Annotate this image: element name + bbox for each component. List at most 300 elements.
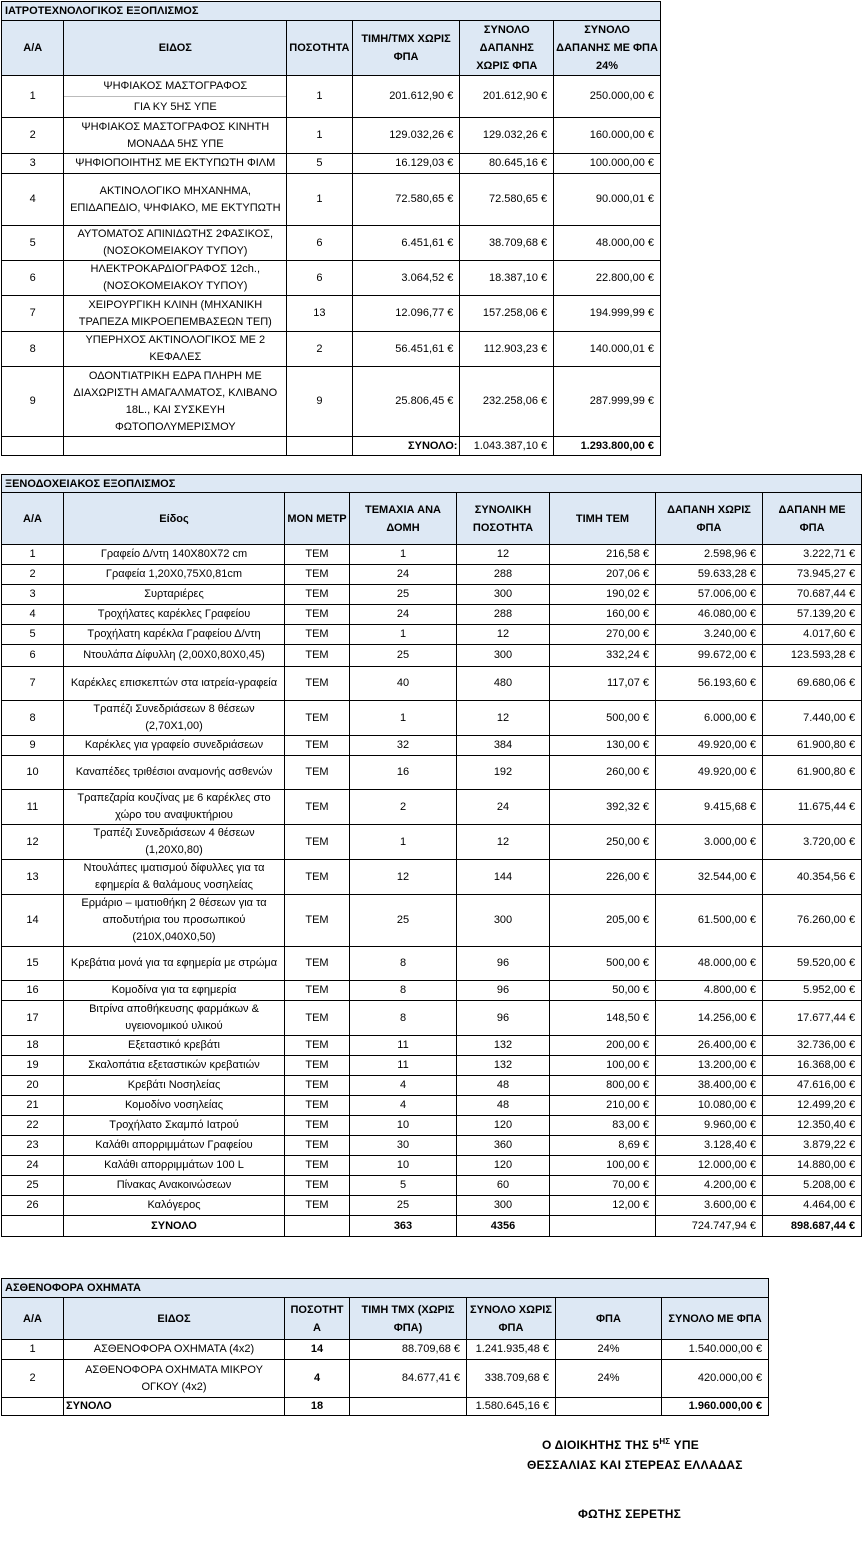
cell-per: 16 [350, 756, 457, 790]
cell-per: 8 [350, 981, 457, 1001]
cell-total: 12 [457, 625, 550, 645]
cell-aa: 7 [2, 296, 64, 332]
cell-item: Τραπέζι Συνεδριάσεων 4 θέσεων (1,20Χ0,80) [64, 825, 285, 860]
cell-aa: 4 [2, 174, 64, 226]
cell-unit: ΤΕΜ [285, 981, 350, 1001]
cell-price: 84.677,41 € [350, 1360, 467, 1398]
cell-aa: 15 [2, 947, 64, 981]
table-row [2, 261, 661, 296]
cell-per: 25 [350, 1196, 457, 1216]
cell-per: 8 [350, 1001, 457, 1036]
cell-price: 100,00 € [550, 1056, 656, 1076]
table-row [2, 1196, 862, 1216]
cell-price: 12,00 € [550, 1196, 656, 1216]
cell-aa: 2 [2, 565, 64, 585]
cell-gross: 61.900,80 € [763, 736, 862, 756]
cell-aa: 2 [2, 118, 64, 154]
header-vat: ΦΠΑ [556, 1298, 662, 1340]
cell-net: 9.960,00 € [656, 1116, 763, 1136]
cell-gross: 7.440,00 € [763, 701, 862, 736]
cell-gross: 4.464,00 € [763, 1196, 862, 1216]
header-price: ΤΙΜΗ ΤΕΜ [550, 493, 656, 545]
cell-price: 148,50 € [550, 1001, 656, 1036]
cell-price: 25.806,45 € [352, 367, 460, 437]
cell-aa: 16 [2, 981, 64, 1001]
cell-price: 160,00 € [550, 605, 656, 625]
cell-price: 83,00 € [550, 1116, 656, 1136]
table-row [2, 1360, 769, 1398]
cell-item: Τροχήλατη καρέκλα Γραφείου Δ/ντη [64, 625, 285, 645]
cell-aa: 4 [2, 605, 64, 625]
cell-total: 384 [457, 736, 550, 756]
cell-aa: 12 [2, 825, 64, 860]
cell-qty: 14 [285, 1340, 350, 1360]
cell-total: 132 [457, 1036, 550, 1056]
table-row [2, 790, 862, 825]
cell-unit: ΤΕΜ [285, 1036, 350, 1056]
table-row [2, 545, 862, 565]
header-item: ΕΙΔΟΣ [64, 21, 287, 76]
cell-vat: 24% [556, 1360, 662, 1398]
table-row [2, 174, 661, 226]
cell-total: 480 [457, 667, 550, 701]
table-row [2, 1001, 862, 1036]
cell-item: ΑΣΘΕΝΟΦΟΡΑ ΟΧΗΜΑΤΑ (4x2) [64, 1340, 285, 1360]
cell-price: 88.709,68 € [350, 1340, 467, 1360]
cell-qty: 6 [287, 261, 352, 296]
cell-aa: 3 [2, 154, 64, 174]
cell-price: 16.129,03 € [352, 154, 460, 174]
cell-total: 12 [457, 825, 550, 860]
cell-price: 72.580,65 € [352, 174, 460, 226]
table-row [2, 585, 862, 605]
cell-unit: ΤΕΜ [285, 1076, 350, 1096]
cell-total: 12 [457, 545, 550, 565]
cell-unit: ΤΕΜ [285, 1156, 350, 1176]
cell-price: 200,00 € [550, 1036, 656, 1056]
cell-net: 61.500,00 € [656, 895, 763, 947]
table-row [2, 625, 862, 645]
cell-price: 332,24 € [550, 645, 656, 667]
cell-price: 129.032,26 € [352, 118, 460, 154]
total-row [2, 1216, 862, 1237]
cell-aa: 1 [2, 1340, 64, 1360]
cell-price: 392,32 € [550, 790, 656, 825]
cell-qty: 9 [287, 367, 352, 437]
table-row [2, 332, 661, 367]
cell-item: ΑΣΘΕΝΟΦΟΡΑ ΟΧΗΜΑΤΑ ΜΙΚΡΟΥ ΟΓΚΟΥ (4x2) [64, 1360, 285, 1398]
cell-gross: 61.900,80 € [763, 756, 862, 790]
cell-net: 49.920,00 € [656, 736, 763, 756]
cell-qty: 13 [287, 296, 352, 332]
cell-aa: 1 [2, 545, 64, 565]
cell-unit: ΤΕΜ [285, 645, 350, 667]
cell-total: 360 [457, 1136, 550, 1156]
header-aa: Α/Α [2, 21, 64, 76]
total-gross: 898.687,44 € [763, 1216, 862, 1237]
cell-price: 12.096,77 € [352, 296, 460, 332]
table-row [2, 1116, 862, 1136]
cell-aa: 17 [2, 1001, 64, 1036]
cell-aa: 20 [2, 1076, 64, 1096]
cell-aa: 3 [2, 585, 64, 605]
cell-total: 300 [457, 585, 550, 605]
table-row [2, 736, 862, 756]
header-gross: ΔΑΠΑΝΗ ΜΕ ΦΠΑ [763, 493, 862, 545]
cell-per: 1 [350, 545, 457, 565]
cell-total: 192 [457, 756, 550, 790]
cell-net: 3.000,00 € [656, 825, 763, 860]
cell-unit: ΤΕΜ [285, 1001, 350, 1036]
table-row [2, 1176, 862, 1196]
cell-aa: 23 [2, 1136, 64, 1156]
cell-unit: ΤΕΜ [285, 667, 350, 701]
total-qty: 4356 [457, 1216, 550, 1237]
cell-item: Πίνακας Ανακοινώσεων [64, 1176, 285, 1196]
cell-per: 5 [350, 1176, 457, 1196]
cell-per: 8 [350, 947, 457, 981]
cell-item: Κρεβάτια μονά για τα εφημερία με στρώμα [64, 947, 285, 981]
cell-price: 8,69 € [550, 1136, 656, 1156]
cell-item: ΧΕΙΡΟΥΡΓΙΚΗ ΚΛΙΝΗ (ΜΗΧΑΝΙΚΗ ΤΡΑΠΕΖΑ ΜΙΚΡΟΕΠΕΜΒΑΣΕΩΝ ΤΕΠ) [64, 296, 287, 332]
cell-price: 207,06 € [550, 565, 656, 585]
cell-gross: 160.000,00 € [554, 118, 661, 154]
cell-total: 300 [457, 1196, 550, 1216]
cell-total: 48 [457, 1076, 550, 1096]
cell-per: 4 [350, 1096, 457, 1116]
cell-item: Καρέκλες επισκεπτών στα ιατρεία-γραφεία [64, 667, 285, 701]
cell-item: ΑΥΤΟΜΑΤΟΣ ΑΠΙΝΙΔΩΤΗΣ 2ΦΑΣΙΚΟΣ, (ΝΟΣΟΚΟΜΕΙΑΚΟΥ ΤΥΠΟΥ) [64, 226, 287, 261]
cell-gross: 4.017,60 € [763, 625, 862, 645]
cell-unit: ΤΕΜ [285, 1116, 350, 1136]
cell-item: Τραπεζαρία κουζίνας με 6 καρέκλες στο χώρο του αναψυκτήριου [64, 790, 285, 825]
table-row [2, 226, 661, 261]
table-row [2, 701, 862, 736]
cell-aa: 5 [2, 226, 64, 261]
cell-aa: 2 [2, 1360, 64, 1398]
cell-total: 48 [457, 1096, 550, 1116]
cell-gross: 47.616,00 € [763, 1076, 862, 1096]
cell-item: Ντουλάπα Δίφυλλη (2,00Χ0,80Χ0,45) [64, 645, 285, 667]
table-row [2, 605, 862, 625]
table-row [2, 1036, 862, 1056]
total-label: ΣΥΝΟΛΟ [64, 1216, 285, 1237]
cell-price: 50,00 € [550, 981, 656, 1001]
total-net: 724.747,94 € [656, 1216, 763, 1237]
cell-item: Ερμάριο – ιματιοθήκη 2 θέσεων για τα αποδυτήρια του προσωπικού (210Χ,040Χ0,50) [64, 895, 285, 947]
table-row [2, 1056, 862, 1076]
cell-net: 4.800,00 € [656, 981, 763, 1001]
cell-gross: 32.736,00 € [763, 1036, 862, 1056]
cell-qty: 6 [287, 226, 352, 261]
cell-item: ΑΚΤΙΝΟΛΟΓΙΚΟ ΜΗΧΑΝΗΜΑ, ΕΠΙΔΑΠΕΔΙΟ, ΨΗΦΙΑΚΟ, ΜΕ ΕΚΤΥΠΩΤΗ [64, 174, 287, 226]
cell-total: 60 [457, 1176, 550, 1196]
cell-unit: ΤΕΜ [285, 1196, 350, 1216]
cell-net: 99.672,00 € [656, 645, 763, 667]
table-row [2, 1136, 862, 1156]
total-net: 1.580.645,16 € [467, 1398, 556, 1416]
cell-item [64, 76, 287, 118]
cell-gross: 12.499,20 € [763, 1096, 862, 1116]
cell-net: 56.193,60 € [656, 667, 763, 701]
cell-gross: 73.945,27 € [763, 565, 862, 585]
cell-gross: 194.999,99 € [554, 296, 661, 332]
header-net: ΣΥΝΟΛΟ ΔΑΠΑΝΗΣ ΧΩΡΙΣ ΦΠΑ [460, 21, 554, 76]
cell-gross: 76.260,00 € [763, 895, 862, 947]
cell-net: 46.080,00 € [656, 605, 763, 625]
medical-equipment-table [1, 1, 661, 456]
cell-per: 11 [350, 1056, 457, 1076]
cell-net: 232.258,06 € [460, 367, 554, 437]
cell-gross: 17.677,44 € [763, 1001, 862, 1036]
cell-price: 226,00 € [550, 860, 656, 895]
cell-gross: 48.000,00 € [554, 226, 661, 261]
header-price: ΤΙΜΗ/ΤΜΧ ΧΩΡΙΣ ΦΠΑ [352, 21, 460, 76]
cell-price: 117,07 € [550, 667, 656, 701]
cell-per: 25 [350, 645, 457, 667]
cell-aa: 6 [2, 645, 64, 667]
cell-net: 2.598,96 € [656, 545, 763, 565]
cell-aa: 9 [2, 367, 64, 437]
total-net: 1.043.387,10 € [460, 437, 554, 456]
cell-item: Σκαλοπάτια εξεταστικών κρεβατιών [64, 1056, 285, 1076]
cell-aa: 7 [2, 667, 64, 701]
cell-gross: 59.520,00 € [763, 947, 862, 981]
section-title: ΙΑΤΡΟΤΕΧΝΟΛΟΓΙΚΟΣ ΕΞΟΠΛΙΣΜΟΣ [2, 2, 661, 21]
cell-net: 112.903,23 € [460, 332, 554, 367]
cell-unit: ΤΕΜ [285, 545, 350, 565]
cell-net: 1.241.935,48 € [467, 1340, 556, 1360]
cell-gross: 69.680,06 € [763, 667, 862, 701]
cell-total: 120 [457, 1116, 550, 1136]
cell-aa: 8 [2, 701, 64, 736]
table-row [2, 860, 862, 895]
ambulance-table [1, 1278, 769, 1416]
section-title: ΑΣΘΕΝΟΦΟΡΑ ΟΧΗΜΑΤΑ [2, 1279, 769, 1298]
cell-item: Εξεταστικό κρεβάτι [64, 1036, 285, 1056]
cell-total: 288 [457, 605, 550, 625]
cell-net: 14.256,00 € [656, 1001, 763, 1036]
table-row [2, 76, 661, 118]
cell-gross: 123.593,28 € [763, 645, 862, 667]
total-qty: 18 [285, 1398, 350, 1416]
header-qty: ΠΟΣΟΤΗΤ Α [285, 1298, 350, 1340]
cell-total: 96 [457, 981, 550, 1001]
cell-unit: ΤΕΜ [285, 625, 350, 645]
cell-qty: 2 [287, 332, 352, 367]
cell-per: 40 [350, 667, 457, 701]
cell-item: Καλάθι απορριμμάτων Γραφείου [64, 1136, 285, 1156]
cell-item: Καναπέδες τριθέσιοι αναμονής ασθενών [64, 756, 285, 790]
cell-unit: ΤΕΜ [285, 860, 350, 895]
signature-title: Ο ΔΙΟΙΚΗΤΗΣ ΤΗΣ $5^{H\Sigma}$ ΥΠΕ [542, 1437, 699, 1452]
cell-price: 216,58 € [550, 545, 656, 565]
signature-region: ΘΕΣΣΑΛΙΑΣ ΚΑΙ ΣΤΕΡΕΑΣ ΕΛΛΑΔΑΣ [527, 1458, 743, 1472]
cell-per: 10 [350, 1116, 457, 1136]
cell-net: 18.387,10 € [460, 261, 554, 296]
cell-unit: ΤΕΜ [285, 1096, 350, 1116]
table-row [2, 565, 862, 585]
cell-per: 30 [350, 1136, 457, 1156]
cell-qty: 5 [287, 154, 352, 174]
cell-item: Τροχήλατες καρέκλες Γραφείου [64, 605, 285, 625]
cell-aa: 26 [2, 1196, 64, 1216]
cell-gross: 287.999,99 € [554, 367, 661, 437]
cell-item: ΨΗΦΙΑΚΟΣ ΜΑΣΤΟΓΡΑΦΟΣ ΚΙΝΗΤΗ ΜΟΝΑΔΑ 5ΗΣ ΥΠΕ [64, 118, 287, 154]
header-item: Είδος [64, 493, 285, 545]
table-row [2, 667, 862, 701]
cell-aa: 5 [2, 625, 64, 645]
cell-item: Ντουλάπες ιματισμού δίφυλλες για τα εφημερία & θαλάμους νοσηλείας [64, 860, 285, 895]
cell-aa: 13 [2, 860, 64, 895]
cell-item: Βιτρίνα αποθήκευσης φαρμάκων & υγειονομικού υλικού [64, 1001, 285, 1036]
cell-net: 38.400,00 € [656, 1076, 763, 1096]
table-row [2, 1096, 862, 1116]
cell-net: 129.032,26 € [460, 118, 554, 154]
cell-net: 157.258,06 € [460, 296, 554, 332]
cell-per: 10 [350, 1156, 457, 1176]
cell-per: 25 [350, 895, 457, 947]
cell-aa: 8 [2, 332, 64, 367]
cell-item: Κομοδίνο νοσηλείας [64, 1096, 285, 1116]
cell-price: 56.451,61 € [352, 332, 460, 367]
cell-gross: 16.368,00 € [763, 1056, 862, 1076]
cell-gross: 1.540.000,00 € [662, 1340, 769, 1360]
cell-aa: 1 [2, 76, 64, 118]
cell-unit: ΤΕΜ [285, 825, 350, 860]
header-price: ΤΙΜΗ ΤΜΧ (ΧΩΡΙΣ ΦΠΑ) [350, 1298, 467, 1340]
total-label: ΣΥΝΟΛΟ: [352, 437, 460, 456]
cell-item: Κρεβάτι Νοσηλείας [64, 1076, 285, 1096]
cell-total: 24 [457, 790, 550, 825]
cell-vat: 24% [556, 1340, 662, 1360]
cell-gross: 90.000,01 € [554, 174, 661, 226]
cell-aa: 18 [2, 1036, 64, 1056]
cell-per: 1 [350, 701, 457, 736]
cell-aa: 22 [2, 1116, 64, 1136]
total-label: ΣΥΝΟΛΟ [64, 1398, 285, 1416]
cell-aa: 25 [2, 1176, 64, 1196]
header-qty: ΣΥΝΟΛΙΚΗ ΠΟΣΟΤΗΤΑ [457, 493, 550, 545]
cell-total: 144 [457, 860, 550, 895]
cell-item: ΨΗΦΙΟΠΟΙΗΤΗΣ ΜΕ ΕΚΤΥΠΩΤΗ ΦΙΛΜ [64, 154, 287, 174]
cell-item: Γραφεία 1,20Χ0,75Χ0,81cm [64, 565, 285, 585]
cell-price: 190,02 € [550, 585, 656, 605]
cell-per: 25 [350, 585, 457, 605]
cell-per: 1 [350, 825, 457, 860]
cell-net: 10.080,00 € [656, 1096, 763, 1116]
cell-unit: ΤΕΜ [285, 605, 350, 625]
cell-total: 12 [457, 701, 550, 736]
cell-unit: ΤΕΜ [285, 1176, 350, 1196]
cell-unit: ΤΕΜ [285, 895, 350, 947]
cell-gross: 57.139,20 € [763, 605, 862, 625]
cell-net: 6.000,00 € [656, 701, 763, 736]
cell-gross: 22.800,00 € [554, 261, 661, 296]
cell-net: 9.415,68 € [656, 790, 763, 825]
cell-net: 32.544,00 € [656, 860, 763, 895]
table-row [2, 825, 862, 860]
total-gross: 1.293.800,00 € [554, 437, 661, 456]
cell-item: ΥΠΕΡΗΧΟΣ ΑΚΤΙΝΟΛΟΓΙΚΟΣ ΜΕ 2 ΚΕΦΑΛΕΣ [64, 332, 287, 367]
cell-net: 3.128,40 € [656, 1136, 763, 1156]
cell-item: Τροχήλατο Σκαμπό Ιατρού [64, 1116, 285, 1136]
total-row [2, 1398, 769, 1416]
header-unit: ΜΟΝ ΜΕΤΡ [285, 493, 350, 545]
cell-item: Γραφείο Δ/ντη 140Χ80Χ72 cm [64, 545, 285, 565]
header-net: ΔΑΠΑΝΗ ΧΩΡΙΣ ΦΠΑ [656, 493, 763, 545]
cell-total: 300 [457, 645, 550, 667]
cell-price: 800,00 € [550, 1076, 656, 1096]
cell-gross: 14.880,00 € [763, 1156, 862, 1176]
cell-gross: 11.675,44 € [763, 790, 862, 825]
header-aa: Α/Α [2, 1298, 64, 1340]
table-row [2, 645, 862, 667]
cell-item-line2: ΓΙΑ ΚΥ 5ΗΣ ΥΠΕ [133, 101, 217, 113]
cell-price: 130,00 € [550, 736, 656, 756]
header-qty: ΠΟΣΟΤΗΤΑ [287, 21, 352, 76]
header-net: ΣΥΝΟΛΟ ΧΩΡΙΣ ΦΠΑ [467, 1298, 556, 1340]
cell-gross: 100.000,00 € [554, 154, 661, 174]
cell-item: Καλόγερος [64, 1196, 285, 1216]
cell-aa: 10 [2, 756, 64, 790]
cell-net: 48.000,00 € [656, 947, 763, 981]
table-row [2, 1076, 862, 1096]
cell-net: 3.240,00 € [656, 625, 763, 645]
cell-price: 210,00 € [550, 1096, 656, 1116]
cell-net: 49.920,00 € [656, 756, 763, 790]
cell-gross: 420.000,00 € [662, 1360, 769, 1398]
header-gross: ΣΥΝΟΛΟ ΔΑΠΑΝΗΣ ΜΕ ΦΠΑ 24% [554, 21, 661, 76]
cell-aa: 6 [2, 261, 64, 296]
cell-qty: 1 [287, 118, 352, 154]
cell-net: 59.633,28 € [656, 565, 763, 585]
cell-aa: 11 [2, 790, 64, 825]
cell-unit: ΤΕΜ [285, 585, 350, 605]
cell-net: 72.580,65 € [460, 174, 554, 226]
header-aa: Α/Α [2, 493, 64, 545]
cell-gross: 250.000,00 € [554, 76, 661, 118]
header-item: ΕΙΔΟΣ [64, 1298, 285, 1340]
hotel-equipment-table [1, 474, 862, 1237]
cell-per: 1 [350, 625, 457, 645]
cell-net: 57.006,00 € [656, 585, 763, 605]
table-row [2, 118, 661, 154]
cell-qty: 4 [285, 1360, 350, 1398]
cell-unit: ΤΕΜ [285, 736, 350, 756]
cell-per: 2 [350, 790, 457, 825]
cell-unit: ΤΕΜ [285, 947, 350, 981]
table-row [2, 367, 661, 437]
cell-price: 70,00 € [550, 1176, 656, 1196]
cell-aa: 14 [2, 895, 64, 947]
cell-gross: 140.000,01 € [554, 332, 661, 367]
cell-per: 12 [350, 860, 457, 895]
cell-net: 80.645,16 € [460, 154, 554, 174]
table-row [2, 756, 862, 790]
cell-item: ΟΔΟΝΤΙΑΤΡΙΚΗ ΕΔΡΑ ΠΛΗΡΗ ΜΕ ΔΙΑΧΩΡΙΣΤΗ ΑΜΑΓΑΛΜΑΤΟΣ, ΚΛΙΒΑΝΟ 18L., ΚΑΙ ΣΥΣΚΕΥΗ ΦΩΤΟΠΟΛΥΜΕΡΙΣΜΟΥ [64, 367, 287, 437]
cell-price: 205,00 € [550, 895, 656, 947]
cell-item: Συρταριέρες [64, 585, 285, 605]
cell-item: Καρέκλες για γραφείο συνεδριάσεων [64, 736, 285, 756]
cell-total: 120 [457, 1156, 550, 1176]
cell-total: 96 [457, 947, 550, 981]
cell-total: 288 [457, 565, 550, 585]
cell-net: 3.600,00 € [656, 1196, 763, 1216]
table-row [2, 895, 862, 947]
cell-unit: ΤΕΜ [285, 790, 350, 825]
cell-price: 260,00 € [550, 756, 656, 790]
